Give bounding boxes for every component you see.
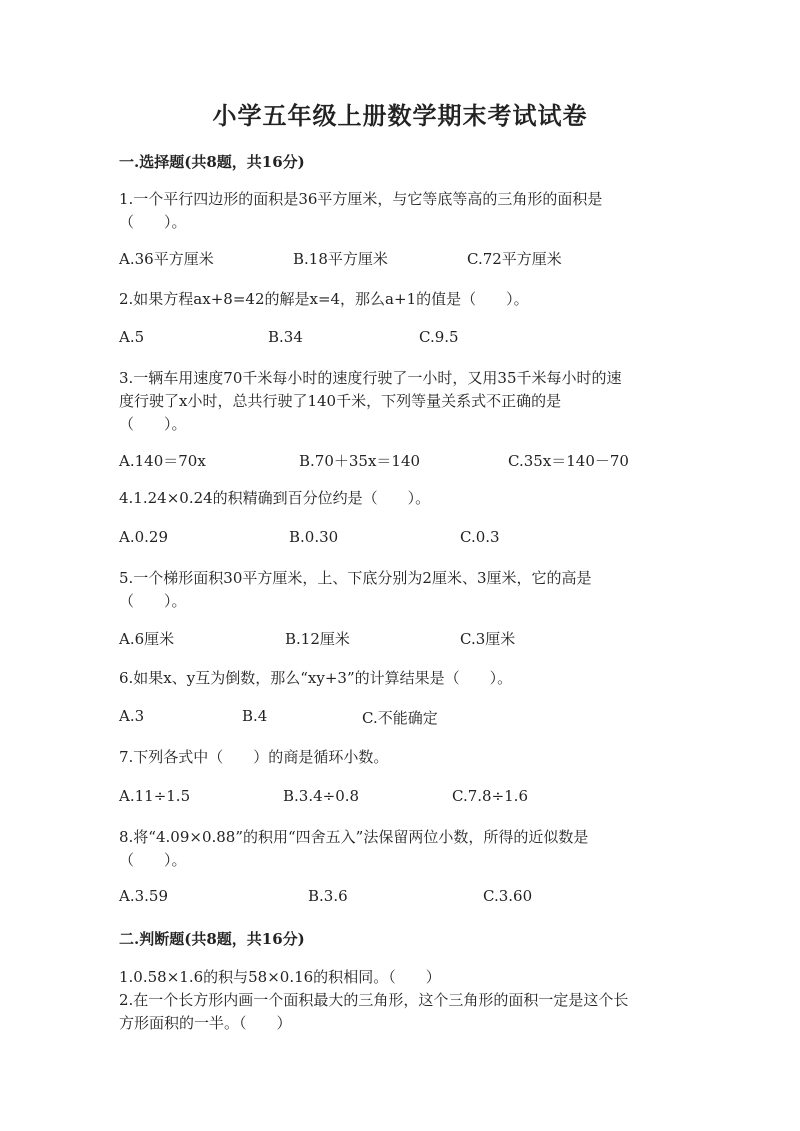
question-line: （ ）。 bbox=[119, 213, 187, 231]
option-c: C.9.5 bbox=[419, 328, 459, 346]
question-line: （ ）。 bbox=[119, 592, 187, 610]
judge-question-text bbox=[119, 966, 679, 989]
option-row bbox=[119, 528, 679, 550]
option-c: C.3.60 bbox=[483, 887, 533, 905]
option-row bbox=[119, 248, 679, 270]
option-c: C.35x＝140－70 bbox=[508, 452, 629, 470]
question-text bbox=[119, 188, 679, 234]
question-text bbox=[119, 746, 679, 769]
option-b: B.4 bbox=[242, 707, 268, 725]
option-c: C.3厘米 bbox=[460, 630, 516, 648]
option-a: A.6厘米 bbox=[119, 630, 175, 648]
question-text bbox=[119, 667, 679, 690]
option-row bbox=[119, 787, 679, 809]
question-line: 5.一个梯形面积30平方厘米，上、下底分别为2厘米、3厘米，它的高是 bbox=[119, 569, 592, 587]
option-b: B.34 bbox=[268, 328, 303, 346]
option-a: A.36平方厘米 bbox=[119, 250, 214, 268]
question-line: 度行驶了x小时，总共行驶了140千米，下列等量关系式不正确的是 bbox=[119, 392, 562, 410]
option-c: C.0.3 bbox=[460, 528, 500, 546]
option-b: B.12厘米 bbox=[285, 630, 350, 648]
option-c: C.不能确定 bbox=[362, 709, 438, 727]
question-line: 8.将“4.09×0.88”的积用“四舍五入”法保留两位小数，所得的近似数是 bbox=[119, 828, 589, 846]
option-b: B.0.30 bbox=[289, 528, 339, 546]
option-row bbox=[119, 450, 679, 472]
question-text bbox=[119, 567, 679, 613]
option-a: A.0.29 bbox=[119, 528, 168, 546]
question-line: 7.下列各式中（ ）的商是循环小数。 bbox=[119, 748, 389, 766]
option-a: A.140＝70x bbox=[119, 452, 206, 470]
question-line: 4.1.24×0.24的积精确到百分位约是（ ）。 bbox=[119, 489, 431, 507]
option-row bbox=[119, 887, 679, 909]
judge-question-text bbox=[119, 989, 679, 1035]
question-line: （ ）。 bbox=[119, 415, 187, 433]
question-text bbox=[119, 487, 679, 510]
question-line: 2.如果方程ax+8=42的解是x=4，那么a+1的值是（ ）。 bbox=[119, 290, 529, 308]
option-a: A.11÷1.5 bbox=[119, 787, 191, 805]
option-a: A.3.59 bbox=[119, 887, 168, 905]
option-b: B.3.4÷0.8 bbox=[283, 787, 360, 805]
option-a: A.5 bbox=[119, 328, 145, 346]
section-heading-judge: 二.判断题(共8题，共16分) bbox=[119, 930, 305, 948]
option-a: A.3 bbox=[119, 707, 145, 725]
option-c: C.72平方厘米 bbox=[467, 250, 562, 268]
option-row bbox=[119, 328, 679, 350]
question-line: 6.如果x、y互为倒数，那么“xy+3”的计算结果是（ ）。 bbox=[119, 669, 513, 687]
question-line: 方形面积的一半。（ ） bbox=[119, 1014, 292, 1032]
question-line: 1.0.58×1.6的积与58×0.16的积相同。（ ） bbox=[119, 968, 441, 986]
question-text bbox=[119, 367, 679, 436]
question-line: 1.一个平行四边形的面积是36平方厘米，与它等底等高的三角形的面积是 bbox=[119, 190, 603, 208]
question-line: 2.在一个长方形内画一个面积最大的三角形，这个三角形的面积一定是这个长 bbox=[119, 991, 629, 1009]
option-row bbox=[119, 628, 679, 650]
question-text bbox=[119, 288, 679, 311]
question-text bbox=[119, 826, 679, 872]
option-b: B.70＋35x＝140 bbox=[299, 452, 421, 470]
section-heading-choice: 一.选择题(共8题，共16分) bbox=[119, 153, 305, 171]
page-title: 小学五年级上册数学期末考试试卷 bbox=[212, 101, 588, 130]
question-line: 3.一辆车用速度70千米每小时的速度行驶了一小时，又用35千米每小时的速 bbox=[119, 369, 622, 387]
option-c: C.7.8÷1.6 bbox=[452, 787, 528, 805]
option-b: B.3.6 bbox=[308, 887, 348, 905]
question-line: （ ）。 bbox=[119, 851, 187, 869]
option-row bbox=[119, 707, 679, 729]
option-b: B.18平方厘米 bbox=[293, 250, 388, 268]
